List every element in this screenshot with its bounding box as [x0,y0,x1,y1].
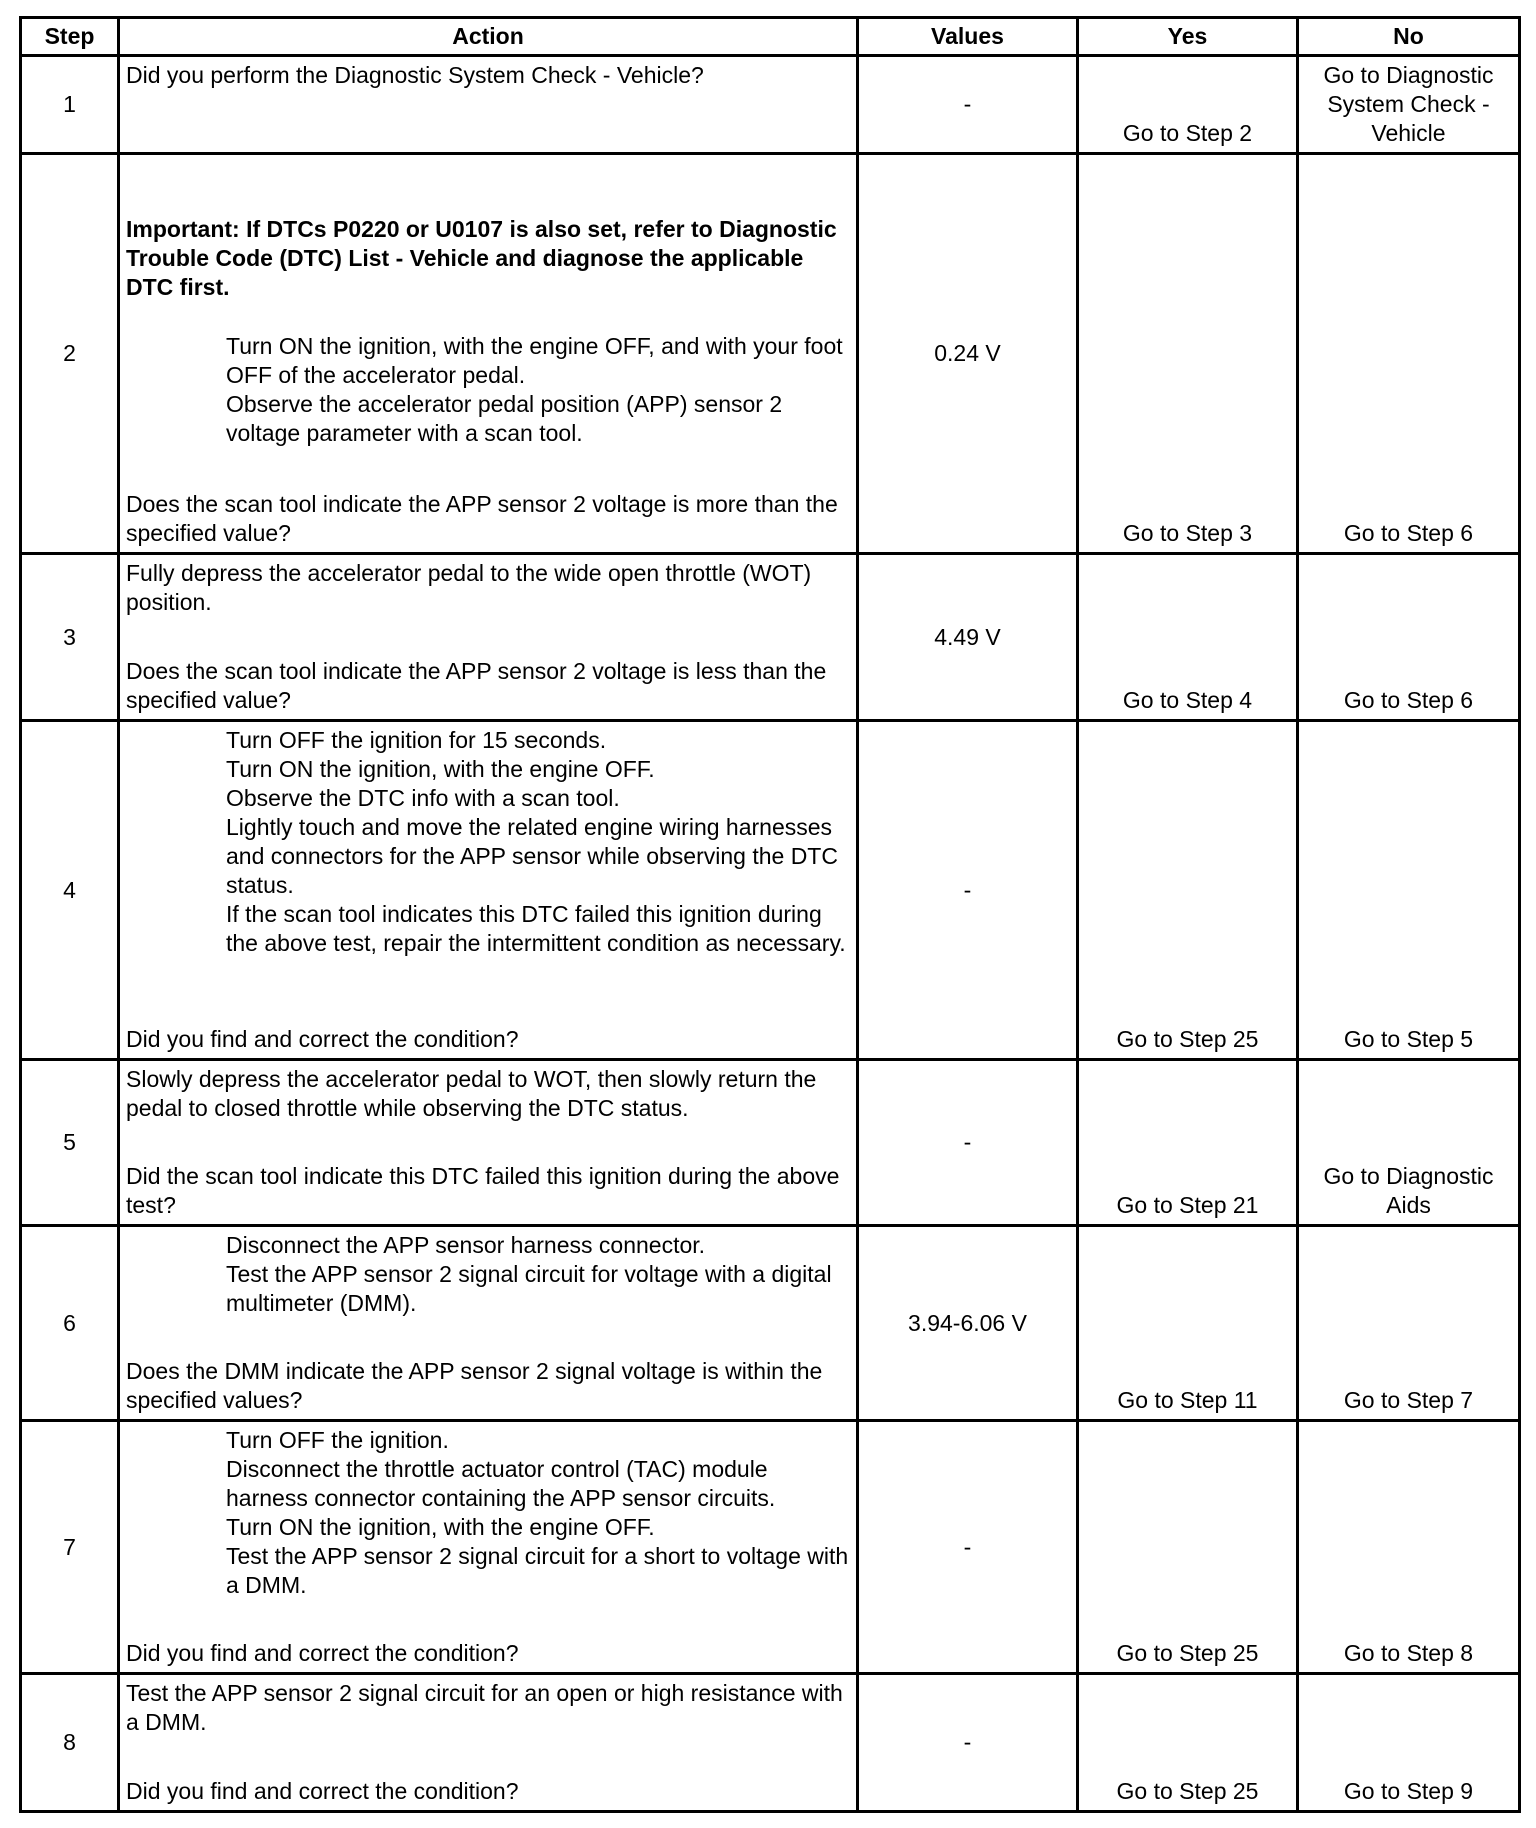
important-note: Important: If DTCs P0220 or U0107 is also set, refer to Diagnostic Trouble Code (DTC) List - Vehicle and diagnose the applicable DTC first. [126,216,837,300]
step-number: 6 [21,1226,119,1421]
yes-cell: Go to Step 21 [1078,1060,1298,1226]
action-question: Does the DMM indicate the APP sensor 2 signal voltage is within the specified values? [126,1358,823,1413]
yes-cell: Go to Step 11 [1078,1226,1298,1421]
header-values: Values [858,18,1078,56]
value-cell: - [858,1060,1078,1226]
step-number: 2 [21,154,119,554]
action-question: Does the scan tool indicate the APP sensor 2 voltage is more than the specified value? [126,491,838,546]
no-cell: Go to Diagnostic Aids [1298,1060,1520,1226]
instruction-item: Disconnect the throttle actuator control (TAC) module harness connector containing the APP sensor circuits. [226,1456,776,1511]
yes-cell: Go to Step 4 [1078,554,1298,721]
action-cell [119,1226,858,1421]
instruction-item: Test the APP sensor 2 signal circuit for a short to voltage with a DMM. [226,1543,849,1598]
instruction-item: Disconnect the APP sensor harness connector. [226,1232,706,1258]
header-step: Step [21,18,119,56]
value-cell: - [858,56,1078,154]
action-question: Did you find and correct the condition? [126,1778,519,1804]
instruction-list [126,1231,850,1318]
no-cell: Go to Step 9 [1298,1674,1520,1812]
header-action: Action [119,18,858,56]
step-number: 5 [21,1060,119,1226]
table-row [21,1060,1520,1226]
instruction-item: Observe the DTC info with a scan tool. [226,785,620,811]
instruction-item: Test the APP sensor 2 signal circuit for voltage with a digital multimeter (DMM). [226,1261,832,1316]
instruction-list [126,1426,850,1600]
action-lead: Slowly depress the accelerator pedal to WOT, then slowly return the pedal to closed throttle while observing the DTC status. [126,1066,817,1121]
table-row [21,721,1520,1060]
instruction-item: Lightly touch and move the related engine wiring harnesses and connectors for the APP sensor while observing the DTC status. [226,814,838,898]
no-cell: Go to Diagnostic System Check - Vehicle [1298,56,1520,154]
action-question: Does the scan tool indicate the APP sensor 2 voltage is less than the specified value? [126,658,827,713]
table-row [21,1226,1520,1421]
table-row [21,154,1520,554]
value-cell: - [858,1674,1078,1812]
table-row [21,56,1520,154]
instruction-item: Turn OFF the ignition for 15 seconds. [226,727,607,753]
action-cell [119,1674,858,1812]
yes-cell: Go to Step 3 [1078,154,1298,554]
action-question: Did you find and correct the condition? [126,1026,519,1052]
no-cell: Go to Step 5 [1298,721,1520,1060]
table-row [21,1421,1520,1674]
no-cell: Go to Step 6 [1298,554,1520,721]
action-question: Did you perform the Diagnostic System Check - Vehicle? [126,62,704,88]
action-question: Did the scan tool indicate this DTC failed this ignition during the above test? [126,1163,840,1218]
action-cell [119,721,858,1060]
instruction-list [126,726,850,958]
instruction-item: Turn ON the ignition, with the engine OFF, and with your foot OFF of the accelerator pedal. [226,333,843,388]
step-number: 8 [21,1674,119,1812]
step-number: 1 [21,56,119,154]
no-cell: Go to Step 7 [1298,1226,1520,1421]
value-cell: 0.24 V [858,154,1078,554]
yes-cell: Go to Step 2 [1078,56,1298,154]
action-cell [119,1060,858,1226]
step-number: 3 [21,554,119,721]
no-cell: Go to Step 8 [1298,1421,1520,1674]
yes-cell: Go to Step 25 [1078,1421,1298,1674]
yes-cell: Go to Step 25 [1078,721,1298,1060]
instruction-item: If the scan tool indicates this DTC failed this ignition during the above test, repair the intermittent condition as necessary. [226,901,846,956]
value-cell: 3.94-6.06 V [858,1226,1078,1421]
action-cell [119,554,858,721]
instruction-item: Turn ON the ignition, with the engine OFF. [226,756,655,782]
diagnostic-table [19,16,1521,1813]
value-cell: 4.49 V [858,554,1078,721]
header-row [21,18,1520,56]
table-row [21,554,1520,721]
action-lead: Test the APP sensor 2 signal circuit for an open or high resistance with a DMM. [126,1680,843,1735]
instruction-item: Observe the accelerator pedal position (APP) sensor 2 voltage parameter with a scan tool. [226,391,783,446]
step-number: 4 [21,721,119,1060]
table-row [21,1674,1520,1812]
value-cell: - [858,721,1078,1060]
action-cell [119,154,858,554]
action-cell [119,56,858,154]
instruction-list [126,332,850,448]
instruction-item: Turn OFF the ignition. [226,1427,449,1453]
no-cell: Go to Step 6 [1298,154,1520,554]
yes-cell: Go to Step 25 [1078,1674,1298,1812]
instruction-item: Turn ON the ignition, with the engine OFF. [226,1514,655,1540]
action-cell [119,1421,858,1674]
header-yes: Yes [1078,18,1298,56]
value-cell: - [858,1421,1078,1674]
action-question: Did you find and correct the condition? [126,1640,519,1666]
step-number: 7 [21,1421,119,1674]
action-lead: Fully depress the accelerator pedal to the wide open throttle (WOT) position. [126,560,812,615]
header-no: No [1298,18,1520,56]
